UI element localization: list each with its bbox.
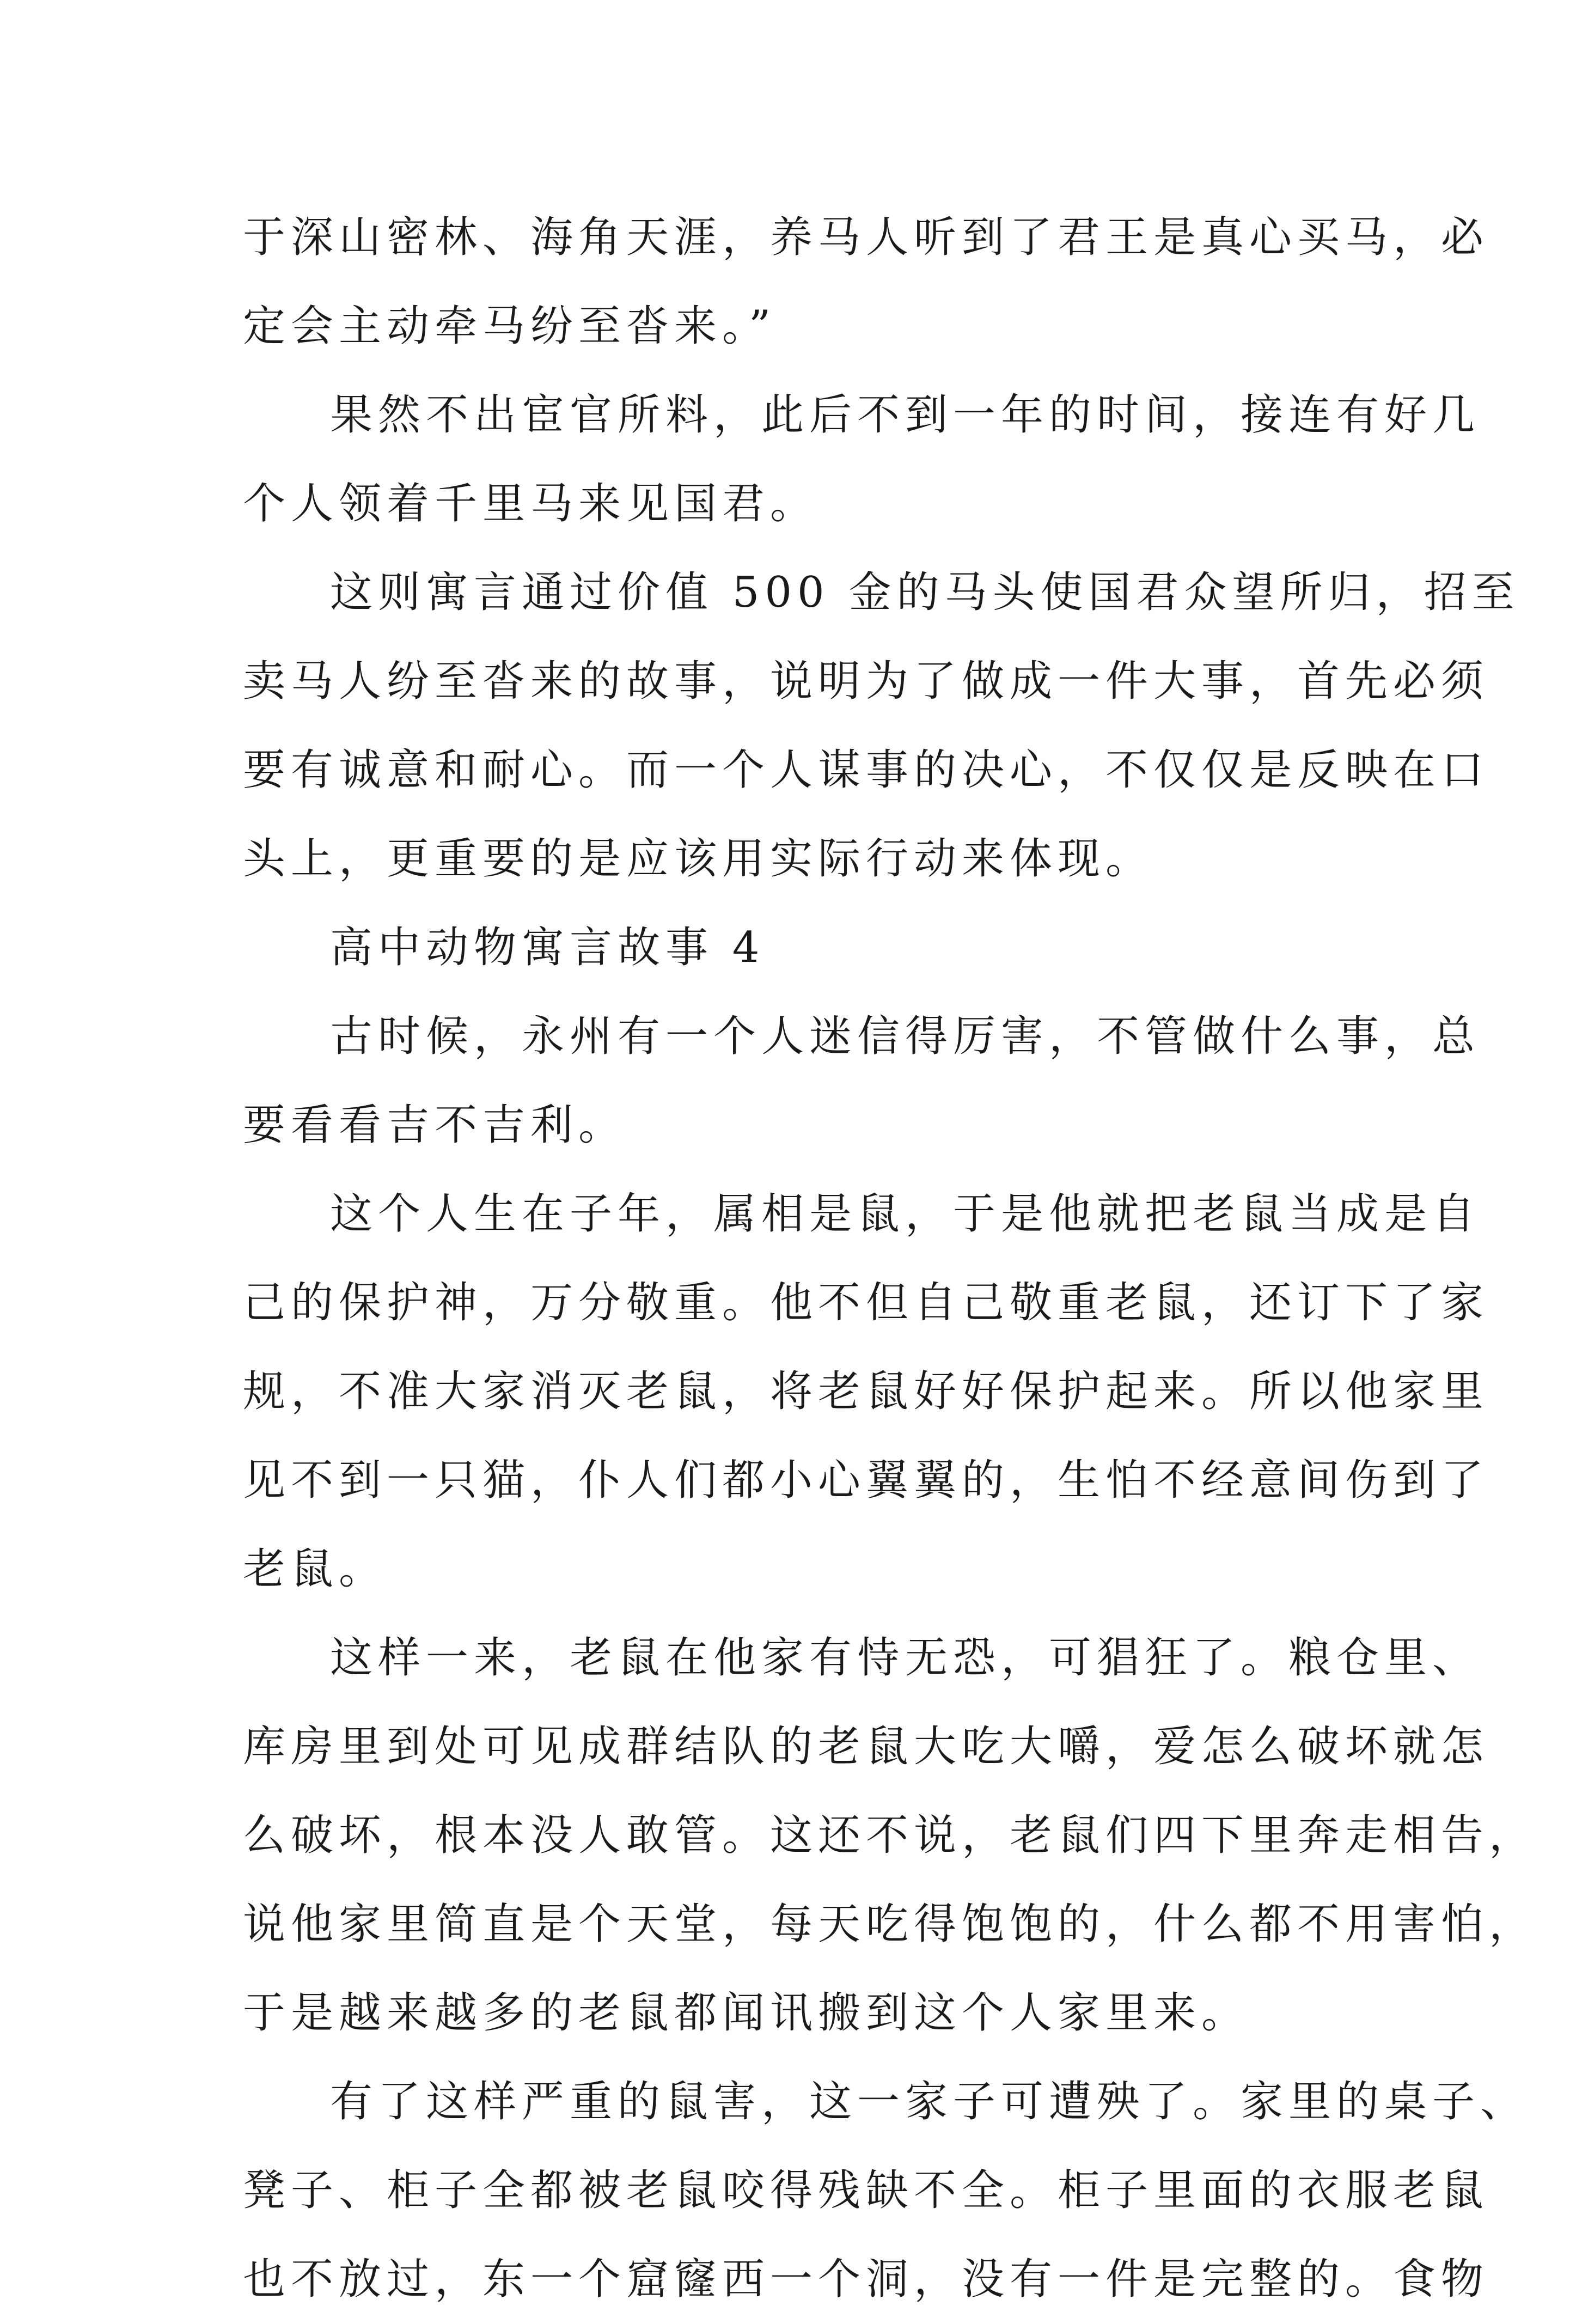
text-line: 凳子、柜子全都被老鼠咬得残缺不全。柜子里面的衣服老鼠	[243, 2166, 1489, 2215]
text-line: 于深山密林、海角天涯，养马人听到了君王是真心买马，必	[243, 213, 1489, 262]
text-line: 己的保护神，万分敬重。他不但自己敬重老鼠，还订下了家	[243, 1278, 1489, 1327]
text-line: 这个人生在子年，属相是鼠，于是他就把老鼠当成是自	[330, 1190, 1481, 1239]
text-line: 有了这样严重的鼠害，这一家子可遭殃了。家里的桌子、	[330, 2077, 1529, 2126]
text-line: 说他家里简直是个天堂，每天吃得饱饱的，什么都不用害怕，	[243, 1900, 1537, 1949]
text-line: 古时候，永州有一个人迷信得厉害，不管做什么事，总	[330, 1012, 1481, 1061]
text-line: 头上，更重要的是应该用实际行动来体现。	[243, 834, 1154, 883]
text-line: 库房里到处可见成群结队的老鼠大吃大嚼，爱怎么破坏就怎	[243, 1722, 1489, 1771]
text-line: 么破坏，根本没人敢管。这还不说，老鼠们四下里奔走相告，	[243, 1811, 1537, 1860]
text-line: 也不放过，东一个窟窿西一个洞，没有一件是完整的。食物	[243, 2255, 1489, 2304]
text-line: 老鼠。	[243, 1545, 387, 1594]
text-line: 规，不准大家消灭老鼠，将老鼠好好保护起来。所以他家里	[243, 1367, 1489, 1416]
text-line: 这则寓言通过价值 500 金的马头使国君众望所归，招至	[330, 568, 1520, 617]
text-line: 定会主动牵马纷至沓来。”	[243, 302, 776, 351]
body-text	[243, 193, 1537, 2324]
text-line: 高中动物寓言故事 4	[330, 923, 765, 972]
text-line: 果然不出宦官所料，此后不到一年的时间，接连有好几	[330, 391, 1481, 440]
text-line: 要看看吉不吉利。	[243, 1101, 627, 1150]
text-line: 这样一来，老鼠在他家有恃无恐，可猖狂了。粮仓里、	[330, 1633, 1481, 1682]
text-line: 卖马人纷至沓来的故事，说明为了做成一件大事，首先必须	[243, 657, 1489, 706]
text-line: 个人领着千里马来见国君。	[243, 479, 818, 528]
text-line: 于是越来越多的老鼠都闻讯搬到这个人家里来。	[243, 1988, 1250, 2038]
text-line: 见不到一只猫，仆人们都小心翼翼的，生怕不经意间伤到了	[243, 1456, 1489, 1505]
text-line: 要有诚意和耐心。而一个人谋事的决心，不仅仅是反映在口	[243, 746, 1489, 795]
